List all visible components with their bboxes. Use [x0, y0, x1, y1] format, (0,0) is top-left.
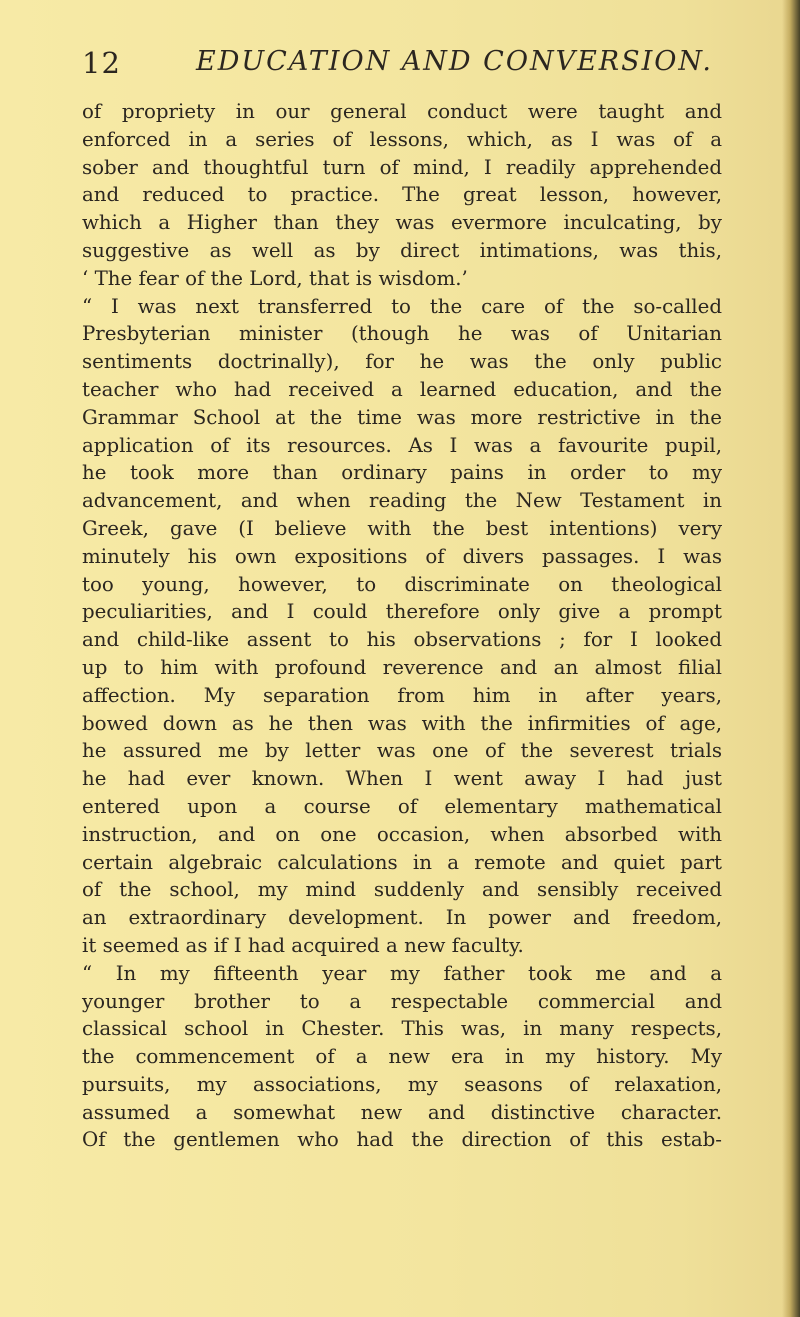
text-line: advancement, and when reading the New Testament in	[82, 489, 722, 513]
text-line: he assured me by letter was one of the severest trials	[82, 739, 722, 763]
text-line: it seemed as if I had acquired a new faculty.	[82, 933, 524, 957]
text-line: younger brother to a respectable commercial and	[82, 989, 722, 1013]
text-line: Grammar School at the time was more restrictive in the	[82, 405, 722, 429]
page-header	[80, 40, 720, 80]
text-line: Of the gentlemen who had the direction of this estab-	[82, 1128, 722, 1152]
text-line: “ I was next transferred to the care of the so-called	[82, 294, 722, 318]
text-line: he had ever known. When I went away I had just	[82, 767, 722, 791]
text-line: Greek, gave (I believe with the best intentions) very	[82, 516, 722, 540]
text-line: too young, however, to discriminate on theological	[82, 572, 722, 596]
text-line: application of its resources. As I was a favourite pupil,	[82, 433, 722, 457]
text-line: an extraordinary development. In power and freedom,	[82, 906, 722, 930]
page-edge-shadow	[782, 0, 800, 1317]
text-line: pursuits, my associations, my seasons of relaxation,	[82, 1072, 722, 1096]
text-line: which a Higher than they was evermore inculcating, by	[82, 211, 722, 235]
text-line: “ In my fifteenth year my father took me and a	[82, 961, 722, 985]
text-line: minutely his own expositions of divers passages. I was	[82, 544, 722, 568]
text-line: classical school in Chester. This was, in many respects,	[82, 1017, 722, 1041]
text-line: assumed a somewhat new and distinctive character.	[82, 1100, 722, 1124]
text-line: enforced in a series of lessons, which, as I was of a	[82, 127, 722, 151]
text-line: affection. My separation from him in after years,	[82, 683, 722, 707]
text-line: Presbyterian minister (though he was of Unitarian	[82, 322, 722, 346]
text-line: suggestive as well as by direct intimations, was this,	[82, 238, 722, 262]
running-title: EDUCATION AND CONVERSION.	[196, 46, 713, 77]
text-line: and child-like assent to his observations ; for I looked	[82, 628, 722, 652]
page-number: 12	[82, 46, 121, 80]
text-line: entered upon a course of elementary mathematical	[82, 794, 722, 818]
text-line: bowed down as he then was with the infirmities of age,	[82, 711, 722, 735]
text-line: he took more than ordinary pains in order to my	[82, 461, 722, 485]
body-text	[82, 98, 722, 1154]
text-line: sober and thoughtful turn of mind, I readily apprehended	[82, 155, 722, 179]
text-line: teacher who had received a learned education, and the	[82, 377, 722, 401]
text-line: of propriety in our general conduct were taught and	[82, 100, 722, 123]
text-line: and reduced to practice. The great lesson, however,	[82, 183, 722, 207]
text-line: instruction, and on one occasion, when absorbed with	[82, 822, 722, 846]
text-line: peculiarities, and I could therefore only give a prompt	[82, 600, 722, 624]
text-line: of the school, my mind suddenly and sensibly received	[82, 878, 722, 902]
text-line: sentiments doctrinally), for he was the only public	[82, 350, 722, 374]
text-line: ‘ The fear of the Lord, that is wisdom.’	[82, 266, 468, 290]
text-line: the commencement of a new era in my history. My	[82, 1045, 722, 1069]
text-line: certain algebraic calculations in a remote and quiet part	[82, 850, 722, 874]
text-line: up to him with profound reverence and an almost filial	[82, 655, 722, 679]
